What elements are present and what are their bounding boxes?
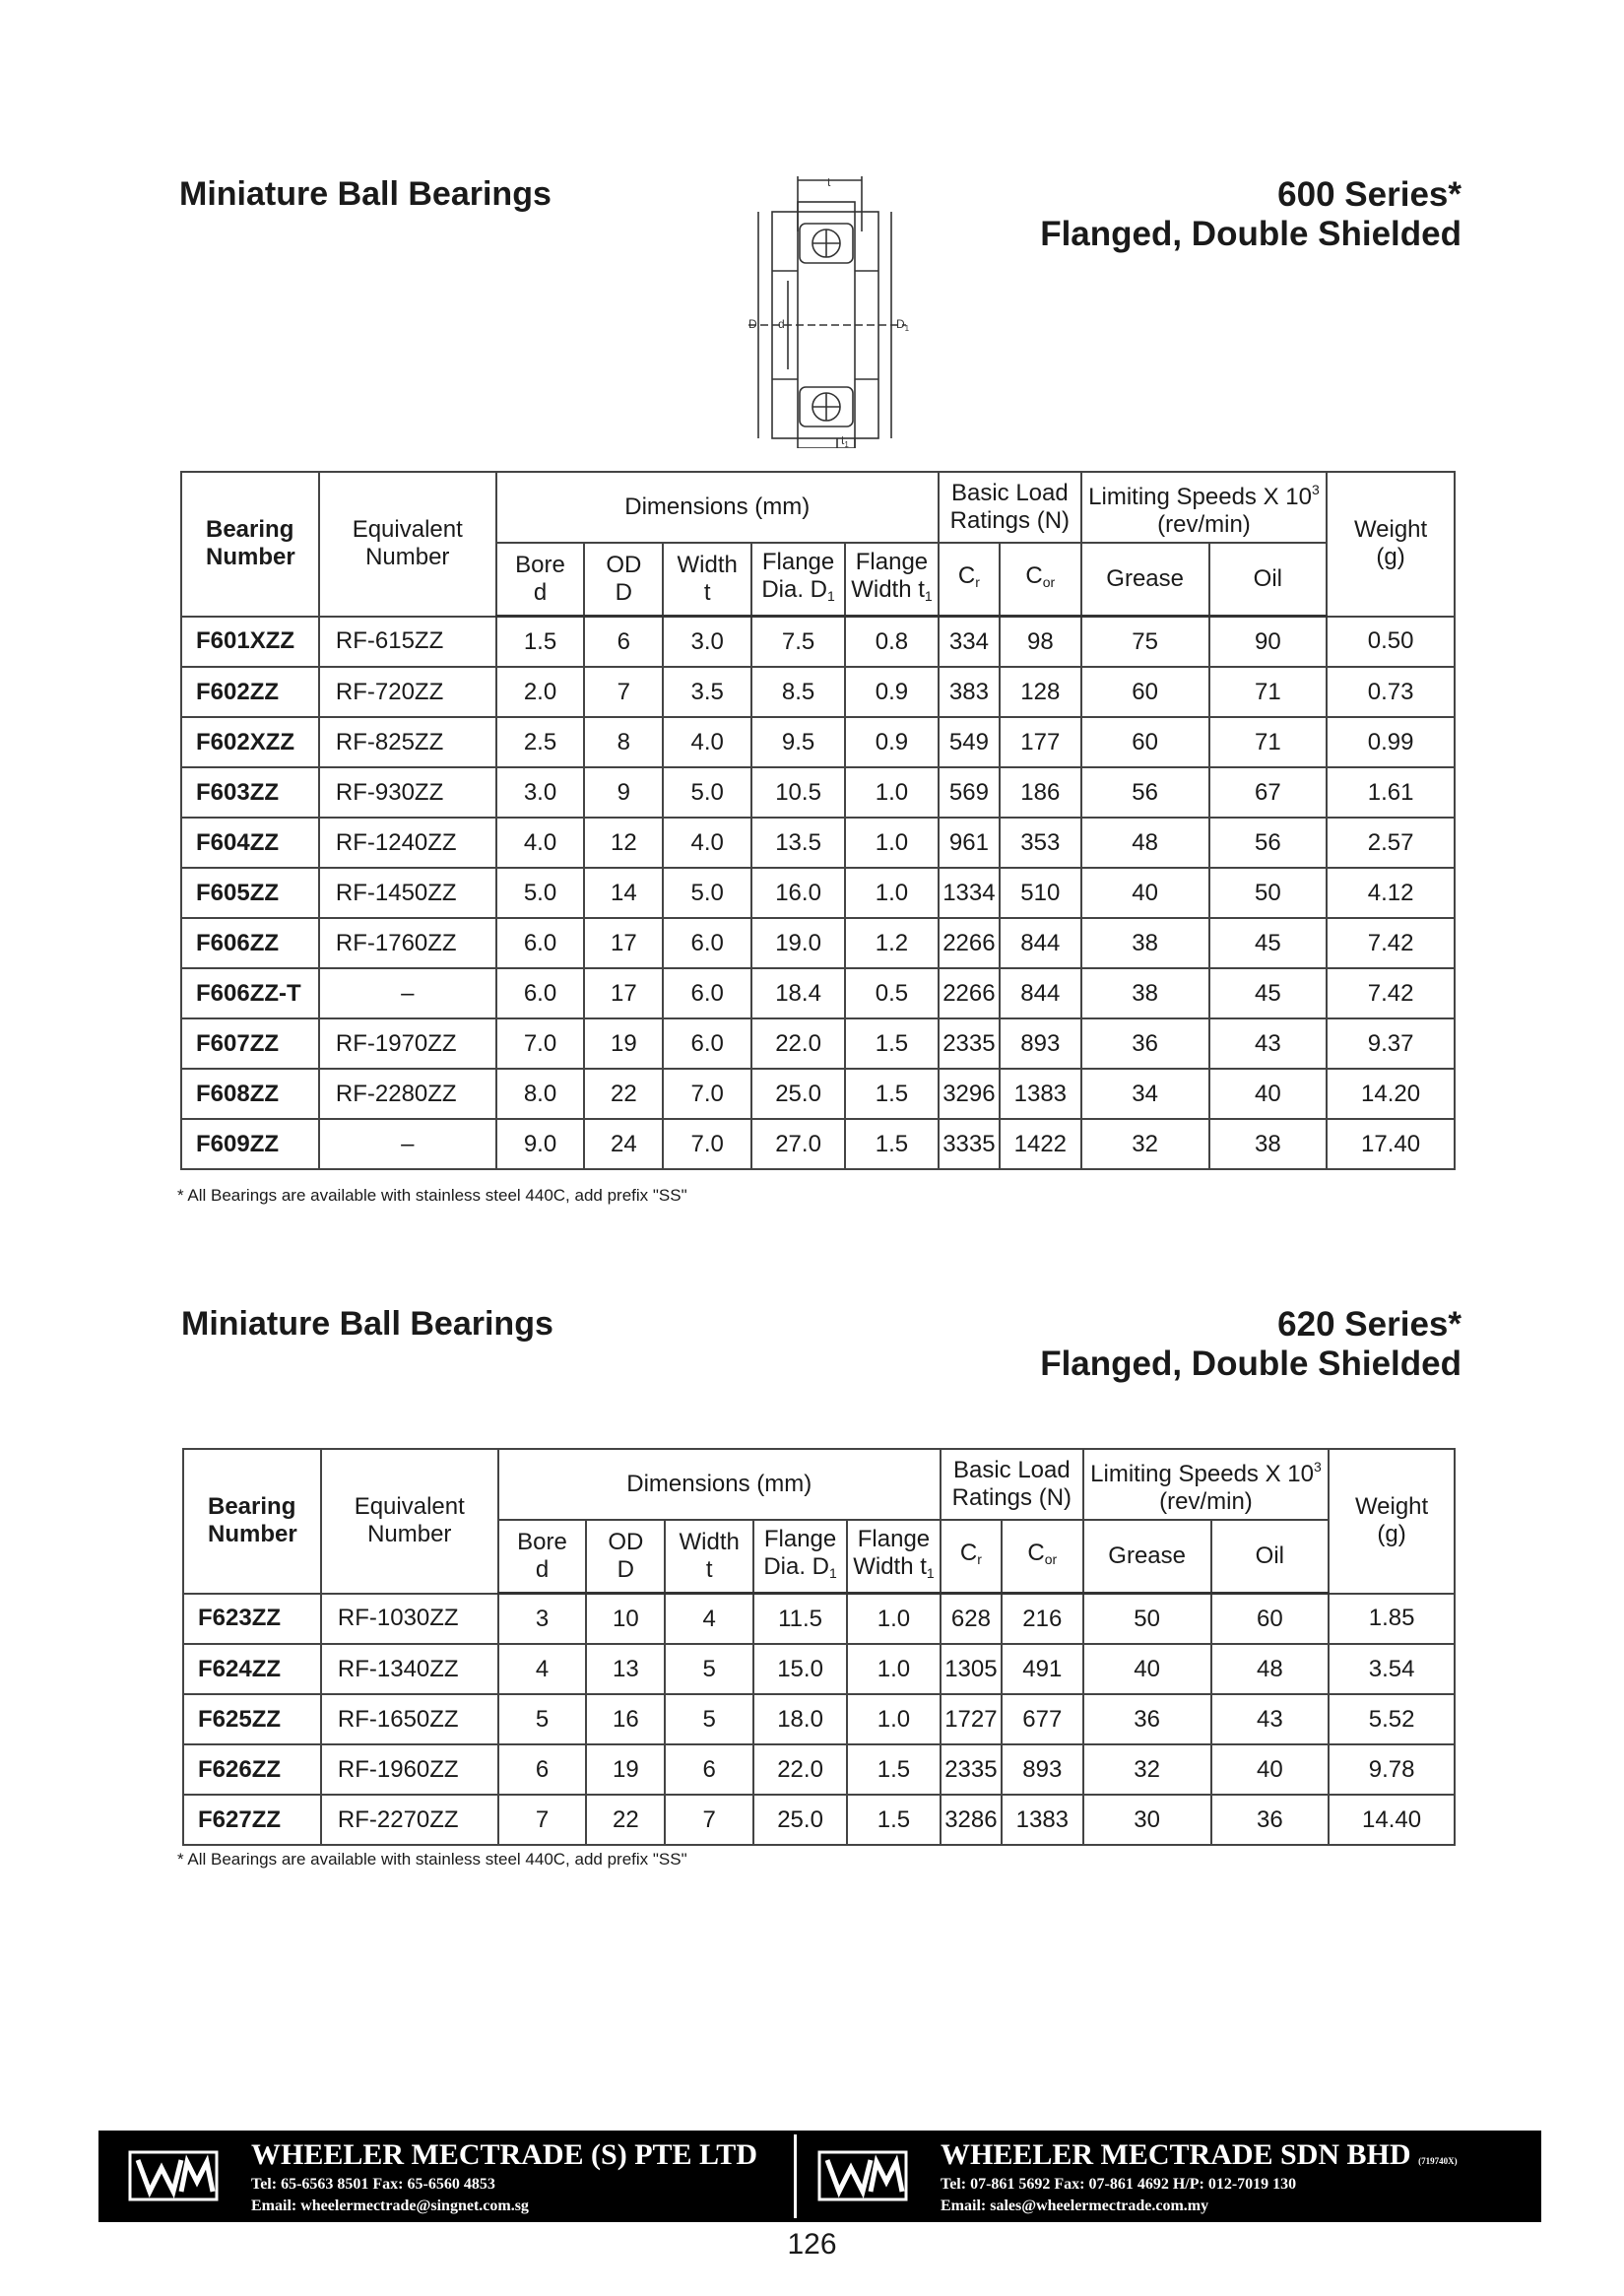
- table-cell: 3286: [941, 1795, 1002, 1845]
- equivalent-number-cell: –: [319, 968, 496, 1018]
- table-cell: 1.5: [845, 1069, 939, 1119]
- table-cell: 3335: [939, 1119, 1000, 1169]
- diagram-label-D1: $D_1$: [896, 317, 910, 333]
- table-cell: 9.37: [1327, 1018, 1455, 1069]
- header-cr: $C_r$: [939, 543, 1000, 617]
- table-cell: 216: [1002, 1594, 1083, 1645]
- table-cell: 491: [1002, 1644, 1083, 1694]
- bearing-number-cell: F627ZZ: [183, 1795, 321, 1845]
- table-cell: 40: [1081, 868, 1209, 918]
- table-row: [181, 1018, 1455, 1069]
- header-flange-width: Flange Width $t_1$: [845, 543, 939, 617]
- table-cell: 0.73: [1327, 667, 1455, 717]
- table-row: [181, 667, 1455, 717]
- table-cell: 383: [939, 667, 1000, 717]
- series600-rows: [181, 617, 1455, 1170]
- table-cell: 40: [1083, 1644, 1211, 1694]
- table-cell: 11.5: [753, 1594, 847, 1645]
- bearing-number-cell: F609ZZ: [181, 1119, 319, 1169]
- table-cell: 14.20: [1327, 1069, 1455, 1119]
- bearing-number-cell: F601XZZ: [181, 617, 319, 668]
- bearing-number-cell: F608ZZ: [181, 1069, 319, 1119]
- table-row: [183, 1744, 1455, 1795]
- bearing-number-cell: F607ZZ: [181, 1018, 319, 1069]
- table-cell: 56: [1081, 767, 1209, 818]
- bearing-cross-section-diagram: [709, 172, 926, 448]
- table-row: [181, 767, 1455, 818]
- table-cell: 6.0: [496, 968, 585, 1018]
- table-cell: 5: [665, 1694, 753, 1744]
- table-cell: 2266: [939, 968, 1000, 1018]
- table-cell: 18.0: [753, 1694, 847, 1744]
- table-cell: 1.0: [847, 1694, 941, 1744]
- bearing-number-cell: F624ZZ: [183, 1644, 321, 1694]
- table-cell: 1305: [941, 1644, 1002, 1694]
- header-bore: Bore d: [496, 543, 585, 617]
- table-cell: 17.40: [1327, 1119, 1455, 1169]
- table-cell: 60: [1081, 717, 1209, 767]
- table-cell: 1.0: [845, 818, 939, 868]
- table-row: [181, 717, 1455, 767]
- table-cell: 48: [1211, 1644, 1330, 1694]
- table-row: [181, 1119, 1455, 1169]
- equivalent-number-cell: RF-720ZZ: [319, 667, 496, 717]
- table-cell: 186: [1000, 767, 1081, 818]
- table-cell: 1.5: [845, 1018, 939, 1069]
- header-limiting-speeds: Limiting Speeds X $10^3$ (rev/min): [1083, 1449, 1329, 1520]
- table-cell: 2.57: [1327, 818, 1455, 868]
- table-cell: 25.0: [751, 1069, 845, 1119]
- header-equivalent-number: Equivalent Number: [319, 472, 496, 617]
- table-row: [181, 1069, 1455, 1119]
- table-cell: 1.61: [1327, 767, 1455, 818]
- table-cell: 0.9: [845, 667, 939, 717]
- section2-title: Miniature Ball Bearings: [181, 1305, 553, 1343]
- table-cell: 1.0: [847, 1594, 941, 1645]
- table-cell: 40: [1209, 1069, 1328, 1119]
- header-flange-dia: Flange Dia. $D_1$: [751, 543, 845, 617]
- equivalent-number-cell: RF-1970ZZ: [319, 1018, 496, 1069]
- table-cell: 6.0: [663, 1018, 751, 1069]
- table-cell: 0.50: [1327, 617, 1455, 668]
- right-company-email: Email: sales@wheelermectrade.com.my: [941, 2198, 1209, 2214]
- table-cell: 7.42: [1327, 968, 1455, 1018]
- table-cell: 38: [1209, 1119, 1328, 1169]
- table-cell: 3.0: [496, 767, 585, 818]
- header-cor: $C_{or}$: [1002, 1520, 1083, 1594]
- table-cell: 38: [1081, 968, 1209, 1018]
- table-cell: 43: [1209, 1018, 1328, 1069]
- table-cell: 0.8: [845, 617, 939, 668]
- table-cell: 43: [1211, 1694, 1330, 1744]
- table-cell: 5.0: [663, 767, 751, 818]
- diagram-label-t1: $t_1$: [841, 433, 849, 448]
- header-cr: $C_r$: [941, 1520, 1002, 1594]
- bearing-number-cell: F606ZZ: [181, 918, 319, 968]
- equivalent-number-cell: –: [319, 1119, 496, 1169]
- header-weight: Weight (g): [1329, 1449, 1455, 1594]
- table-cell: 1383: [1002, 1795, 1083, 1845]
- table-cell: 7.0: [496, 1018, 585, 1069]
- table-cell: 6: [584, 617, 663, 668]
- table-cell: 177: [1000, 717, 1081, 767]
- table-cell: 7.0: [663, 1069, 751, 1119]
- section1-title: Miniature Ball Bearings: [179, 175, 552, 213]
- section1-series-block: [1040, 175, 1462, 254]
- table-cell: 22.0: [751, 1018, 845, 1069]
- series600-table: [180, 471, 1456, 1170]
- footer-left: [98, 2131, 793, 2222]
- left-company-tel: Tel: 65-6563 8501 Fax: 65-6560 4853: [251, 2176, 495, 2193]
- diagram-label-t: t: [827, 175, 831, 189]
- table-cell: 677: [1002, 1694, 1083, 1744]
- table-cell: 628: [941, 1594, 1002, 1645]
- table-cell: 7: [665, 1795, 753, 1845]
- table-cell: 1.5: [847, 1744, 941, 1795]
- table-cell: 56: [1209, 818, 1328, 868]
- equivalent-number-cell: RF-930ZZ: [319, 767, 496, 818]
- bearing-number-cell: F605ZZ: [181, 868, 319, 918]
- section1-note: * All Bearings are available with stainless steel 440C, add prefix "SS": [177, 1186, 687, 1205]
- header-grease: Grease: [1083, 1520, 1211, 1594]
- footer-divider: [794, 2134, 797, 2218]
- table-cell: 45: [1209, 968, 1328, 1018]
- section2-subtitle: Flanged, Double Shielded: [1040, 1345, 1462, 1383]
- table-cell: 7.5: [751, 617, 845, 668]
- equivalent-number-cell: RF-1240ZZ: [319, 818, 496, 868]
- table-cell: 17: [584, 968, 663, 1018]
- table-cell: 549: [939, 717, 1000, 767]
- table-cell: 961: [939, 818, 1000, 868]
- table-cell: 7: [584, 667, 663, 717]
- table-cell: 10.5: [751, 767, 845, 818]
- header-equivalent-number: Equivalent Number: [321, 1449, 498, 1594]
- table-cell: 22: [586, 1795, 665, 1845]
- table-cell: 5.0: [496, 868, 585, 918]
- table-cell: 9.78: [1329, 1744, 1455, 1795]
- page-number: 126: [787, 2228, 837, 2261]
- header-dimensions: Dimensions (mm): [498, 1449, 941, 1520]
- header-grease: Grease: [1081, 543, 1209, 617]
- header-flange-width: Flange Width $t_1$: [847, 1520, 941, 1594]
- equivalent-number-cell: RF-1650ZZ: [321, 1694, 498, 1744]
- table-cell: 4.12: [1327, 868, 1455, 918]
- header-bore: Bore d: [498, 1520, 587, 1594]
- equivalent-number-cell: RF-1760ZZ: [319, 918, 496, 968]
- table-cell: 2335: [939, 1018, 1000, 1069]
- table-cell: 22: [584, 1069, 663, 1119]
- header-dimensions: Dimensions (mm): [496, 472, 939, 543]
- table-cell: 569: [939, 767, 1000, 818]
- bearing-number-cell: F626ZZ: [183, 1744, 321, 1795]
- header-basic-load: Basic Load Ratings (N): [941, 1449, 1083, 1520]
- table-cell: 1.5: [845, 1119, 939, 1169]
- table-cell: 32: [1083, 1744, 1211, 1795]
- table-cell: 844: [1000, 968, 1081, 1018]
- table-cell: 36: [1083, 1694, 1211, 1744]
- table-cell: 6.0: [496, 918, 585, 968]
- table-cell: 9: [584, 767, 663, 818]
- table-cell: 19: [586, 1744, 665, 1795]
- table-row: [183, 1644, 1455, 1694]
- left-company-email: Email: wheelermectrade@singnet.com.sg: [251, 2198, 529, 2214]
- table-cell: 13.5: [751, 818, 845, 868]
- header-limiting-speeds: Limiting Speeds X $10^3$ (rev/min): [1081, 472, 1327, 543]
- section2-note: * All Bearings are available with stainless steel 440C, add prefix "SS": [177, 1850, 687, 1869]
- table-cell: 67: [1209, 767, 1328, 818]
- table-cell: 40: [1211, 1744, 1330, 1795]
- table-cell: 9.5: [751, 717, 845, 767]
- table-cell: 5.52: [1329, 1694, 1455, 1744]
- table-cell: 4.0: [663, 717, 751, 767]
- equivalent-number-cell: RF-615ZZ: [319, 617, 496, 668]
- table-cell: 8.0: [496, 1069, 585, 1119]
- equivalent-number-cell: RF-1450ZZ: [319, 868, 496, 918]
- table-cell: 8.5: [751, 667, 845, 717]
- table-cell: 13: [586, 1644, 665, 1694]
- table-cell: 1727: [941, 1694, 1002, 1744]
- table-cell: 90: [1209, 617, 1328, 668]
- equivalent-number-cell: RF-1960ZZ: [321, 1744, 498, 1795]
- table-row: [183, 1795, 1455, 1845]
- table-row: [183, 1594, 1455, 1645]
- bearing-number-cell: F602ZZ: [181, 667, 319, 717]
- table-cell: 9.0: [496, 1119, 585, 1169]
- table-row: [181, 868, 1455, 918]
- table-cell: 60: [1081, 667, 1209, 717]
- table-cell: 36: [1211, 1795, 1330, 1845]
- table-cell: 24: [584, 1119, 663, 1169]
- table-cell: 510: [1000, 868, 1081, 918]
- equivalent-number-cell: RF-2270ZZ: [321, 1795, 498, 1845]
- section1-series: 600 Series*: [1277, 175, 1462, 214]
- header-basic-load: Basic Load Ratings (N): [939, 472, 1081, 543]
- diagram-label-D: D: [748, 317, 757, 331]
- table-cell: 1422: [1000, 1119, 1081, 1169]
- table-row: [183, 1694, 1455, 1744]
- table-cell: 1.2: [845, 918, 939, 968]
- table-cell: 36: [1081, 1018, 1209, 1069]
- table-cell: 0.5: [845, 968, 939, 1018]
- table-cell: 5: [498, 1694, 587, 1744]
- table-cell: 19.0: [751, 918, 845, 968]
- table-cell: 4.0: [496, 818, 585, 868]
- table-cell: 7: [498, 1795, 587, 1845]
- bearing-number-cell: F623ZZ: [183, 1594, 321, 1645]
- table-cell: 60: [1211, 1594, 1330, 1645]
- header-cor: $C_{or}$: [1000, 543, 1081, 617]
- table-row: [181, 818, 1455, 868]
- table-cell: 128: [1000, 667, 1081, 717]
- bearing-number-cell: F603ZZ: [181, 767, 319, 818]
- table-cell: 10: [586, 1594, 665, 1645]
- table-cell: 48: [1081, 818, 1209, 868]
- left-company-name: WHEELER MECTRADE (S) PTE LTD: [251, 2138, 757, 2171]
- table-cell: 3.54: [1329, 1644, 1455, 1694]
- table-cell: 844: [1000, 918, 1081, 968]
- table-cell: 16: [586, 1694, 665, 1744]
- table-cell: 32: [1081, 1119, 1209, 1169]
- table-cell: 6: [498, 1744, 587, 1795]
- header-od: OD D: [586, 1520, 665, 1594]
- table-cell: 1.0: [845, 767, 939, 818]
- header-oil: Oil: [1211, 1520, 1330, 1594]
- table-cell: 75: [1081, 617, 1209, 668]
- table-cell: 3: [498, 1594, 587, 1645]
- header-width: Width t: [663, 543, 751, 617]
- bearing-number-cell: F625ZZ: [183, 1694, 321, 1744]
- table-cell: 3.0: [663, 617, 751, 668]
- table-cell: 7.0: [663, 1119, 751, 1169]
- table-cell: 1.85: [1329, 1594, 1455, 1645]
- bearing-number-cell: F606ZZ-T: [181, 968, 319, 1018]
- table-cell: 2.5: [496, 717, 585, 767]
- bearing-number-cell: F604ZZ: [181, 818, 319, 868]
- section2-series-block: [1040, 1305, 1462, 1384]
- table-cell: 98: [1000, 617, 1081, 668]
- table-cell: 1.0: [845, 868, 939, 918]
- table-cell: 30: [1083, 1795, 1211, 1845]
- table-cell: 50: [1209, 868, 1328, 918]
- table-cell: 353: [1000, 818, 1081, 868]
- table-row: [181, 968, 1455, 1018]
- table-cell: 6.0: [663, 918, 751, 968]
- table-cell: 16.0: [751, 868, 845, 918]
- table-cell: 71: [1209, 667, 1328, 717]
- table-row: [181, 617, 1455, 668]
- table-cell: 45: [1209, 918, 1328, 968]
- bearing-number-cell: F602XZZ: [181, 717, 319, 767]
- table-cell: 1.5: [847, 1795, 941, 1845]
- table-cell: 38: [1081, 918, 1209, 968]
- table-cell: 71: [1209, 717, 1328, 767]
- table-cell: 1383: [1000, 1069, 1081, 1119]
- table-cell: 25.0: [753, 1795, 847, 1845]
- header-flange-dia: Flange Dia. $D_1$: [753, 1520, 847, 1594]
- header-oil: Oil: [1209, 543, 1328, 617]
- table-cell: 2335: [941, 1744, 1002, 1795]
- series620-rows: [183, 1594, 1455, 1846]
- table-cell: 0.9: [845, 717, 939, 767]
- header-od: OD D: [584, 543, 663, 617]
- header-bearing-number: Bearing Number: [183, 1449, 321, 1594]
- table-cell: 1334: [939, 868, 1000, 918]
- table-cell: 34: [1081, 1069, 1209, 1119]
- table-cell: 5: [665, 1644, 753, 1694]
- table-cell: 17: [584, 918, 663, 968]
- company-logo-icon: [817, 2150, 908, 2201]
- diagram-label-d: d: [778, 317, 785, 331]
- table-cell: 0.99: [1327, 717, 1455, 767]
- equivalent-number-cell: RF-825ZZ: [319, 717, 496, 767]
- table-cell: 893: [1002, 1744, 1083, 1795]
- table-cell: 18.4: [751, 968, 845, 1018]
- table-cell: 6.0: [663, 968, 751, 1018]
- table-cell: 3.5: [663, 667, 751, 717]
- table-cell: 12: [584, 818, 663, 868]
- equivalent-number-cell: RF-1340ZZ: [321, 1644, 498, 1694]
- footer-banner: [98, 2131, 1541, 2222]
- table-cell: 1.5: [496, 617, 585, 668]
- table-cell: 19: [584, 1018, 663, 1069]
- table-cell: 6: [665, 1744, 753, 1795]
- table-cell: 4: [665, 1594, 753, 1645]
- table-cell: 334: [939, 617, 1000, 668]
- section2-series: 620 Series*: [1277, 1305, 1462, 1344]
- header-weight: Weight (g): [1327, 472, 1455, 617]
- section1-subtitle: Flanged, Double Shielded: [1040, 215, 1462, 253]
- table-cell: 27.0: [751, 1119, 845, 1169]
- table-cell: 50: [1083, 1594, 1211, 1645]
- footer-right: [798, 2131, 1541, 2222]
- series620-table: [182, 1448, 1456, 1846]
- table-row: [181, 918, 1455, 968]
- right-company-reg: (719740X): [1418, 2156, 1458, 2166]
- table-cell: 4.0: [663, 818, 751, 868]
- right-company-tel: Tel: 07-861 5692 Fax: 07-861 4692 H/P: 012-7019 130: [941, 2176, 1297, 2193]
- table-cell: 5.0: [663, 868, 751, 918]
- table-cell: 2266: [939, 918, 1000, 968]
- header-bearing-number: Bearing Number: [181, 472, 319, 617]
- company-logo-icon: [128, 2150, 219, 2201]
- table-cell: 15.0: [753, 1644, 847, 1694]
- table-cell: 2.0: [496, 667, 585, 717]
- table-cell: 1.0: [847, 1644, 941, 1694]
- table-cell: 22.0: [753, 1744, 847, 1795]
- table-cell: 7.42: [1327, 918, 1455, 968]
- table-cell: 4: [498, 1644, 587, 1694]
- equivalent-number-cell: RF-1030ZZ: [321, 1594, 498, 1645]
- table-cell: 14: [584, 868, 663, 918]
- table-cell: 8: [584, 717, 663, 767]
- table-cell: 14.40: [1329, 1795, 1455, 1845]
- equivalent-number-cell: RF-2280ZZ: [319, 1069, 496, 1119]
- table-cell: 893: [1000, 1018, 1081, 1069]
- header-width: Width t: [665, 1520, 753, 1594]
- right-company-name: WHEELER MECTRADE SDN BHD (719740X): [941, 2138, 1458, 2171]
- table-cell: 3296: [939, 1069, 1000, 1119]
